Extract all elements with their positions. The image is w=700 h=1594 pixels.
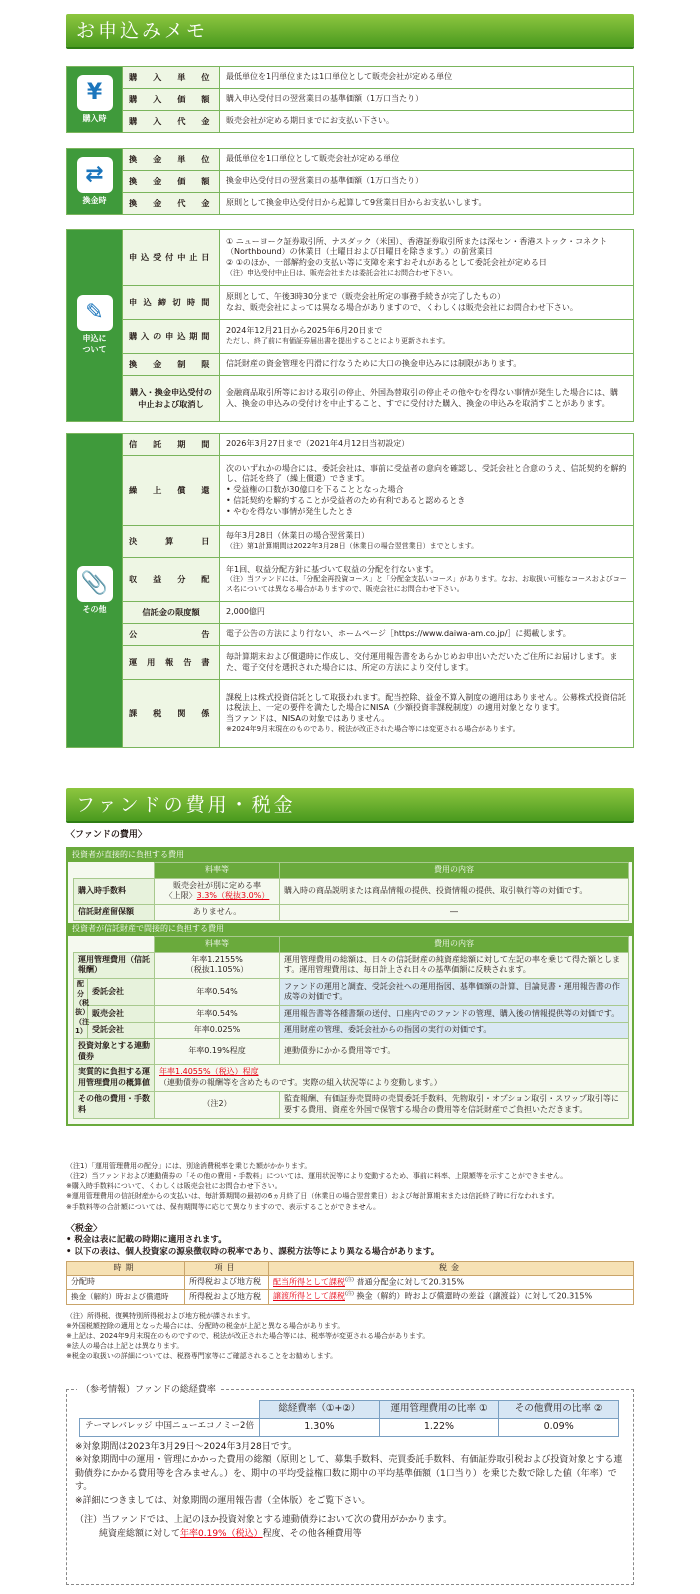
ref-note: ※対象期間中の運用・管理にかかった費用の総額（原則として、募集手数料、売買委託手数料、有価証券取引税および投資対象とする連動債券にかかる費用等を含みません。）を、期中の平均受益権口数に期中の平均基準価額（1口当り）を乗じた数で除した値（年率）です。 [75,1455,623,1493]
ref-fund-name: テーマレバレッジ 中国ニューエコノミー2倍 [80,1418,260,1436]
fee-rate: ありません。 [155,905,280,921]
alloc-content: 運用財産の管理、委託会社からの指図の実行の対価です。 [280,1022,629,1038]
purchase-icon: ¥ [86,79,103,105]
ref-footer-2-prefix: 純資産総額に対して [99,1528,181,1539]
exchange-icon-label: 換金時 [82,195,107,205]
fee-note: ※運用管理費用の信託財産からの支払いは、毎計算期間の最初の6ヵ月終了日（休業日の場合翌営業日）および毎計算期末または信託終了時に行なわれます。 [66,1192,559,1201]
tax-note: ※外国税額控除の適用となった場合には、分配時の税金が上記と異なる場合があります。 [66,1321,345,1330]
col-rate: 料率等 [155,936,280,952]
fee-content: ― [280,905,629,921]
alloc-rate: 年率0.54% [155,979,280,1006]
ref-other: 0.09% [499,1418,619,1436]
tax-bullet: • 以下の表は、個人投資家の源泉徴収時の税率であり、課税方法等により異なる場合があります。 [66,1246,440,1257]
fee-rate-prefix: 〈上限〉 [164,891,197,901]
application-icon-label-2: ついて [82,345,107,354]
fee-content: 購入時の商品説明または商品情報の提供、投資情報の提供、取引執行等の対価です。 [280,878,629,905]
row-value: 毎計算期末および償還時に作成し、交付運用報告書をあらかじめお申出いただいたご住所にお届けします。また、電子交付を選択された場合には、所定の方法により交付します。 [220,646,634,680]
row-value: 販売会社が定める期日までにお支払い下さい。 [220,111,634,133]
alloc-content: 運用報告書等各種書類の送付、口座内でのファンドの管理、購入後の情報提供等の対価です。 [280,1006,629,1022]
application-icon-cell [67,230,123,422]
tax-time: 分配時 [67,1275,185,1289]
row-note: ※2024年9月末現在のものであり、税法が改正された場合等には変更される場合があります。 [226,724,520,733]
row-note: ただし、終了前に有価証券届出書を提出することにより更新されます。 [226,337,450,346]
paperclip-icon: 📎 [80,570,109,596]
tax-section [66,1223,634,1361]
row-value: 2,000億円 [220,602,634,624]
row-value: 金融商品取引所等における取引の停止、外国為替取引の停止その他やむを得ない事情が発生した場合には、購入、換金の申込みの受付けを中止すること、すでに受付けた購入、換金の申込みを取消すことがあります。 [220,376,634,422]
real-note: （連動債券の報酬等を含めたものです。実際の組入状況等により変動します。） [159,1078,442,1088]
purchase-icon-cell [67,67,123,133]
ref-footer-2-red: 年率0.19%（税込） [180,1528,263,1539]
fee-content: 連動債券にかかる費用等です。 [280,1038,629,1065]
fee-notes [66,1161,634,1212]
row-value-2: なお、販売会社によっては異なる場合がありますので、くわしくは販売会社にお問合わせ下さい。 [226,302,578,312]
tax-note: （注）所得税、復興特別所得税および地方税が課されます。 [66,1311,255,1320]
row-label: 購入単位 [123,67,220,89]
fee-box [66,847,634,1126]
reference-table [79,1400,619,1437]
tax-heading: 〈税金〉 [66,1224,103,1234]
row-label: 換金制限 [123,354,220,376]
alloc-content: ファンドの運用と調査、受託会社への運用指図、基準価額の計算、目論見書・運用報告書の作成等の対価です。 [280,979,629,1006]
ref-col: 総経費率（①+②） [260,1401,380,1419]
direct-band: 投資者が直接的に負担する費用 [68,849,632,862]
others-icon-label: その他 [82,604,107,614]
tax-col: 項目 [185,1262,269,1276]
tax-item: 所得税および地方税 [185,1275,269,1289]
row-value: 原則として換金申込受付日から起算して9営業日目からお支払いします。 [220,193,634,215]
tax-red: 配当所得として課税 [273,1277,345,1287]
fee-rate-2: （税抜1.105%） [185,965,249,975]
row-value: ① ニューヨーク証券取引所、ナスダック（米国）、香港証券取引所または深セン・香港ストック・コネクト（Northbound）の休業日（土曜日および日曜日を除きます。）の前営業日 [226,236,608,257]
row-note: （注）第1計算期間は2022年3月28日（休業日の場合翌営業日）までとします。 [226,542,479,551]
row-label: 申込受付中止日 [123,230,220,286]
fee-note: （注1）「運用管理費用の配分」には、別途消費税率を乗じた額がかかります。 [66,1162,312,1170]
row-label: 繰上償還 [123,456,220,526]
row-value: 最低単位を1円単位または1口単位として販売会社が定める単位 [220,67,634,89]
tax-item: 所得税および地方税 [185,1290,269,1304]
fees-section-title: ファンドの費用・税金 [66,788,634,821]
indirect-fee-table [73,936,629,1119]
row-value: 信託財産の資金管理を円滑に行なうために大口の換金申込みには制限があります。 [220,354,634,376]
alloc-label: 配分（税抜）（注1） [74,979,88,1039]
row-note: （注）申込受付中止日は、販売会社または委託会社にお問合わせ下さい。 [226,268,457,277]
row-label: 運用報告書 [123,646,220,680]
row-value: 毎年3月28日（休業日の場合翌営業日） [226,531,370,541]
exchange-table [66,148,634,215]
row-value: 原則として、午後3時30分まで（販売会社所定の事務手続きが完了したもの） [226,291,506,301]
alloc-name: 販売会社 [88,1006,155,1022]
row-value: 課税上は株式投資信託として取扱われます。配当控除、益金不算入制度の適用はありません。公募株式投資信託は税法上、一定の要件を満たした場合にNISA（少額投資非課税制度）の適用対象となります。 [226,692,626,713]
pen-icon: ✎ [85,300,104,326]
row-value: 次のいずれかの場合には、委託会社は、事前に受益者の意向を確認し、受託会社と合意のうえ、信託契約を解約し、信託を終了（繰上償還）できます。 [226,463,627,484]
memo-section-title: お申込みメモ [66,14,634,47]
tax-rest: 普通分配金に対して20.315% [356,1277,465,1287]
row-label: 購入の申込期間 [123,320,220,354]
tax-note: ※税金の取扱いの詳細については、税務専門家等にご確認されることをお勧めします。 [66,1352,338,1361]
tax-col: 税金 [269,1262,634,1276]
fee-note: ※購入時手数料について、くわしくは販売会社にお問合わせ下さい。 [66,1182,282,1191]
row-value-2: ② ①のほか、一部解約金の支払い等に支障を来すおそれがあるとして委託会社が定める日 [226,258,547,268]
row-value: 2024年12月21日から2025年6月20日まで [226,326,383,336]
tax-col: 時期 [67,1262,185,1276]
purchase-table [66,66,634,133]
fee-note: ※手数料等の合計額については、保有期間等に応じて異なりますので、表示することができません。 [66,1202,381,1211]
row-label: 購入・換金申込受付の中止および取消し [123,376,220,422]
row-label: 収益分配 [123,558,220,602]
alloc-name: 委託会社 [88,979,155,1006]
alloc-rate: 年率0.54% [155,1006,280,1022]
alloc-name: 受託会社 [88,1022,155,1038]
row-label: 信託期間 [123,434,220,456]
tax-mark: (注) [345,1291,354,1298]
row-value-2: 当ファンドは、NISAの対象ではありません。 [226,714,390,724]
tax-rest: 換金（解約）時および償還時の差益（譲渡益）に対して20.315% [356,1291,593,1301]
row-value: 2026年3月27日まで（2021年4月12日当初設定） [220,434,634,456]
bullet: • 信託契約を解約することが受益者のため有利であると認めるとき [226,495,466,505]
fee-label: 購入時手数料 [74,878,155,905]
reference-title: （参考情報）ファンドの総経費率 [77,1384,220,1396]
fee-label: 投資対象とする連動債券 [74,1038,155,1065]
others-table [66,433,634,748]
row-note: （注）当ファンドには、「分配金再投資コース」と「分配金支払いコース」があります。なお、お取扱い可能なコースおよびコース名については異なる場合がありますので、販売会社にお問合わせ下さい。 [226,575,627,593]
exchange-icon: ⇄ [85,161,104,187]
indirect-band: 投資者が信託財産で間接的に負担する費用 [68,923,632,936]
ref-note: ※詳細につきましては、対象期間の運用報告書（全体版）をご覧下さい。 [75,1495,371,1506]
reference-box [66,1385,634,1585]
fee-rate: 年率0.19%程度 [155,1038,280,1065]
ref-col-blank [80,1401,260,1419]
fee-label: その他の費用・手数料 [74,1091,155,1118]
row-value: 年1回、収益分配方針に基づいて収益の分配を行ないます。 [226,564,439,574]
fee-label: 運用管理費用（信託報酬） [74,952,155,979]
others-icon-cell [67,434,123,748]
ref-footer-1: （注）当ファンドでは、上記のほか投資対象とする連動債券において次の費用がかかります。 [75,1515,453,1526]
col-rate: 料率等 [155,862,280,878]
ref-mgmt: 1.22% [379,1418,499,1436]
row-label: 購入代金 [123,111,220,133]
fee-rate: 販売会社が別に定める率 [173,880,261,890]
exchange-icon-cell [67,149,123,215]
tax-table [66,1261,634,1305]
fee-content: 運用管理費用の総額は、日々の信託財産の純資産総額に対して左記の率を乗じて得た額とします。運用管理費用は、毎日計上され日々の基準価額に反映されます。 [280,952,629,979]
row-label: 換金単位 [123,149,220,171]
application-table [66,229,634,422]
bullet: • やむを得ない事情が発生したとき [226,506,354,516]
tax-time: 換金（解約）時および償還時 [67,1290,185,1304]
direct-fee-table [73,862,629,921]
row-label: 申込締切時間 [123,286,220,320]
tax-note: ※法人の場合は上記とは異なります。 [66,1342,184,1351]
row-label: 換金代金 [123,193,220,215]
alloc-rate: 年率0.025% [155,1022,280,1038]
row-label: 決算日 [123,526,220,558]
fee-rate: （注2） [155,1091,280,1118]
tax-notes [66,1311,634,1362]
fee-rate: 年率1.2155% [191,954,243,964]
ref-total: 1.30% [260,1418,380,1436]
ref-note: ※対象期間は2023年3月29日～2024年3月28日です。 [75,1441,297,1452]
row-label: 信託金の限度額 [123,602,220,624]
fees-subheading: 〈ファンドの費用〉 [66,830,147,840]
real-red: 年率1.4055%（税込）程度 [159,1067,259,1077]
reference-notes [75,1441,625,1542]
application-icon-label-1: 申込に [82,334,107,344]
fee-label: 信託財産留保額 [74,905,155,921]
row-label: 課税関係 [123,680,220,748]
ref-col: その他費用の比率 ② [499,1401,619,1419]
ref-col: 運用管理費用の比率 ① [379,1401,499,1419]
row-value: 電子公告の方法により行ない、ホームページ［https://www.daiwa-am.co.jp/］に掲載します。 [220,624,634,646]
row-label: 公告 [123,624,220,646]
row-value: 購入申込受付日の翌営業日の基準価額（1万口当たり） [220,89,634,111]
fee-label: 実質的に負担する運用管理費用の概算値 [74,1065,155,1092]
tax-red: 譲渡所得として課税 [273,1291,345,1301]
row-label: 購入価額 [123,89,220,111]
fee-note: （注2）当ファンドおよび連動債券の「その他の費用・手数料」については、運用状況等により変動するため、事前に料率、上限額等を示すことができません。 [66,1172,568,1181]
row-value: 換金申込受付日の翌営業日の基準価額（1万口当たり） [220,171,634,193]
tax-bullet: • 税金は表に記載の時期に適用されます。 [66,1235,227,1246]
tax-note: ※上記は、2024年9月末現在のものですので、税法が改正された場合等には、税率等が変更される場合があります。 [66,1332,430,1341]
ref-footer-2-suffix: 程度、その他各種費用等 [262,1528,362,1539]
fee-content: 監査報酬、有価証券売買時の売買委託手数料、先物取引・オプション取引・スワップ取引等に要する費用、資産を外国で保管する場合の費用等を信託財産でご負担いただきます。 [280,1091,629,1118]
col-content: 費用の内容 [280,936,629,952]
bullet: • 受益権の口数が30億口を下ることとなった場合 [226,485,404,495]
row-value: 最低単位を1口単位として販売会社が定める単位 [220,149,634,171]
purchase-icon-label: 購入時 [82,113,107,123]
col-content: 費用の内容 [280,862,629,878]
tax-mark: (注) [345,1276,354,1283]
fee-rate-red: 3.3%（税抜3.0%） [196,891,270,901]
row-label: 換金価額 [123,171,220,193]
